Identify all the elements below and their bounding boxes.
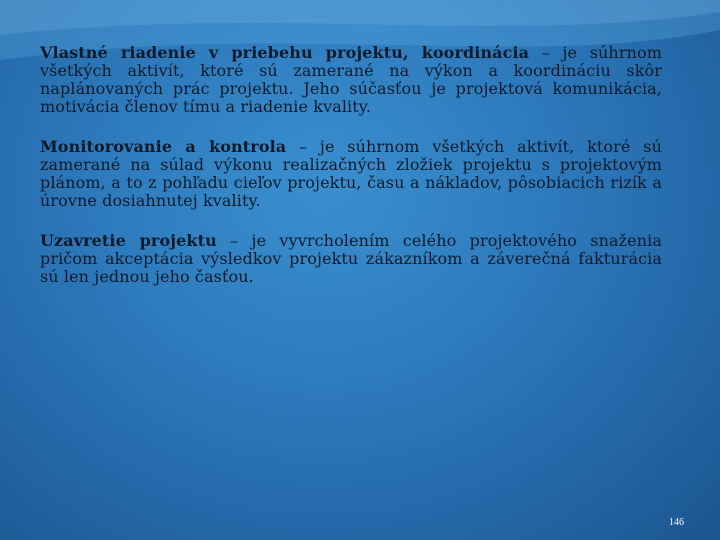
paragraph-execution xyxy=(40,44,662,116)
definition-monitoring: – je súhrnom všetkých aktivít, ktoré sú zamerané na súlad výkonu realizačných zložiek projektu s projektovým plánom, a to z pohľadu cieľov projektu, času a nákladov, pôsobiacich rizík a úrovne dosiahnutej kvality. xyxy=(40,137,662,210)
paragraph-monitoring xyxy=(40,138,662,210)
term-execution: Vlastné riadenie v priebehu projektu, koordinácia xyxy=(40,43,530,62)
page-number: 146 xyxy=(669,517,684,528)
definition-execution: – je súhrnom všetkých aktivít, ktoré sú zamerané na výkon a koordináciu skôr naplánovaných prác projektu. Jeho súčasťou je projektová komunikácia, motivácia členov tímu a riadenie kvality. xyxy=(40,43,662,116)
term-monitoring: Monitorovanie a kontrola xyxy=(40,137,287,156)
slide-content xyxy=(40,44,662,308)
term-closing: Uzavretie projektu xyxy=(40,231,217,250)
paragraph-closing xyxy=(40,232,662,286)
definition-closing: – je vyvrcholením celého projektového snaženia pričom akceptácia výsledkov projektu zákazníkom a záverečná fakturácia sú len jednou jeho časťou. xyxy=(40,231,662,286)
